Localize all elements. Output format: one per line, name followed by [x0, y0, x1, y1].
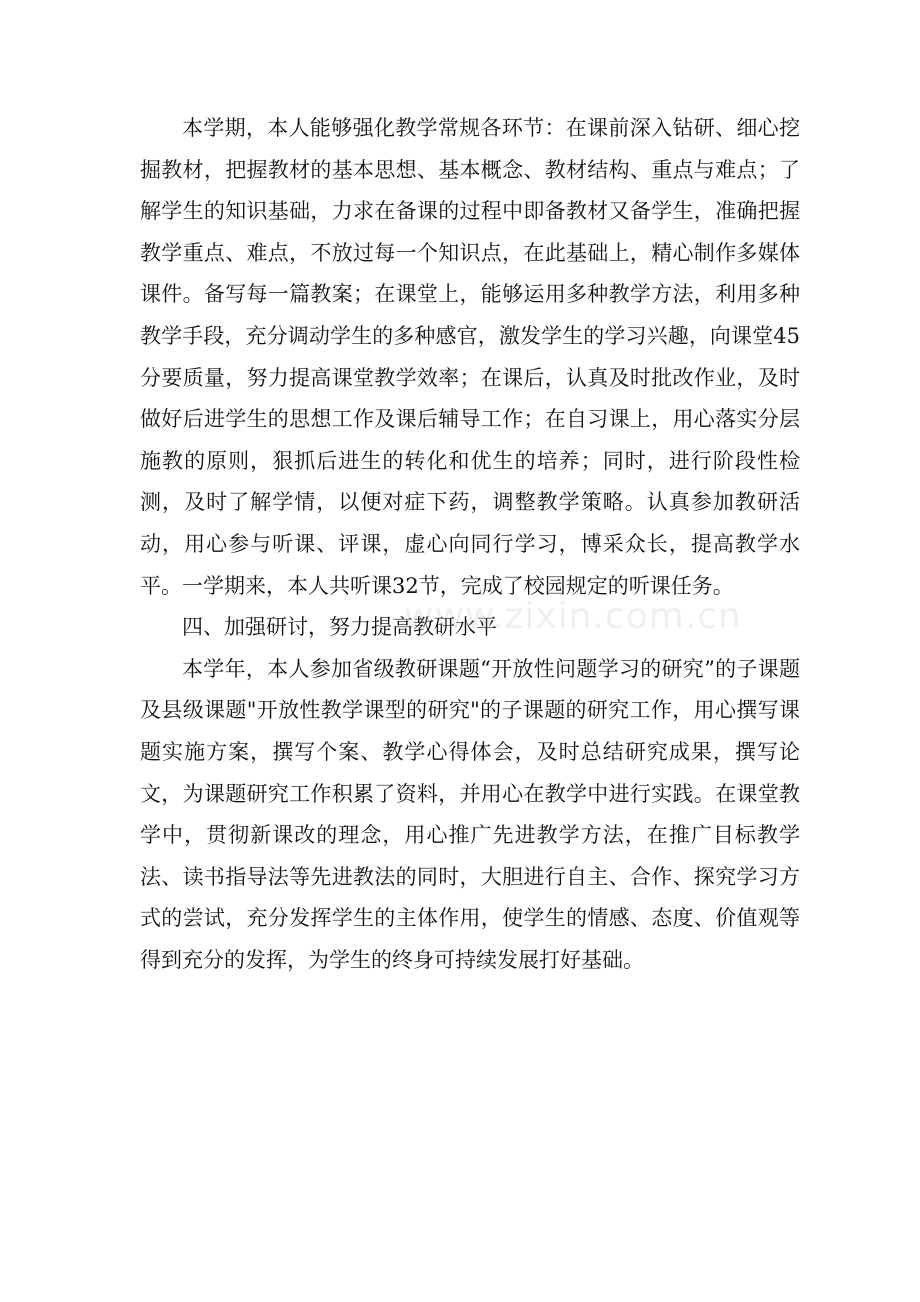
- paragraph-research: 本学年，本人参加省级教研课题“开放性问题学习的研究”的子课题及县级课题"开放性教学课型的研究"的子课题的研究工作，用心撰写课题实施方案，撰写个案、教学心得体会，及时总结研究成果，撰写论文，为课题研究工作积累了资料，并用心在教学中进行实践。在课堂教学中，贯彻新课改的理念，用心推广先进教学方法，在推广目标教学法、读书指导法等先进教法的同时，大胆进行自主、合作、探究学习方式的尝试，充分发挥学生的主体作用，使学生的情感、态度、价值观等得到充分的发挥，为学生的终身可持续发展打好基础。: [140, 656, 800, 972]
- watermark: www.zixin.com.cn: [404, 596, 742, 637]
- section-heading: 四、加强研讨，努力提高教研水平: [182, 615, 497, 640]
- document-page: [140, 108, 800, 981]
- paragraph-teaching-routine: 本学期，本人能够强化教学常规各环节：在课前深入钻研、细心挖掘教材，把握教材的基本思想、基本概念、教材结构、重点与难点；了解学生的知识基础，力求在备课的过程中即备教材又备学生，准确把握教学重点、难点，不放过每一个知识点，在此基础上，精心制作多媒体课件。备写每一篇教案；在课堂上，能够运用多种教学方法，利用多种教学手段，充分调动学生的多种感官，激发学生的学习兴趣，向课堂45分要质量，努力提高课堂教学效率；在课后，认真及时批改作业，及时做好后进学生的思想工作及课后辅导工作；在自习课上，用心落实分层施教的原则，狠抓后进生的转化和优生的培养；同时，进行阶段性检测，及时了解学情，以便对症下药，调整教学策略。认真参加教研活动，用心参与听课、评课，虚心向同行学习，博采众长，提高教学水平。一学期来，本人共听课32节，完成了校园规定的听课任务。: [140, 116, 800, 598]
